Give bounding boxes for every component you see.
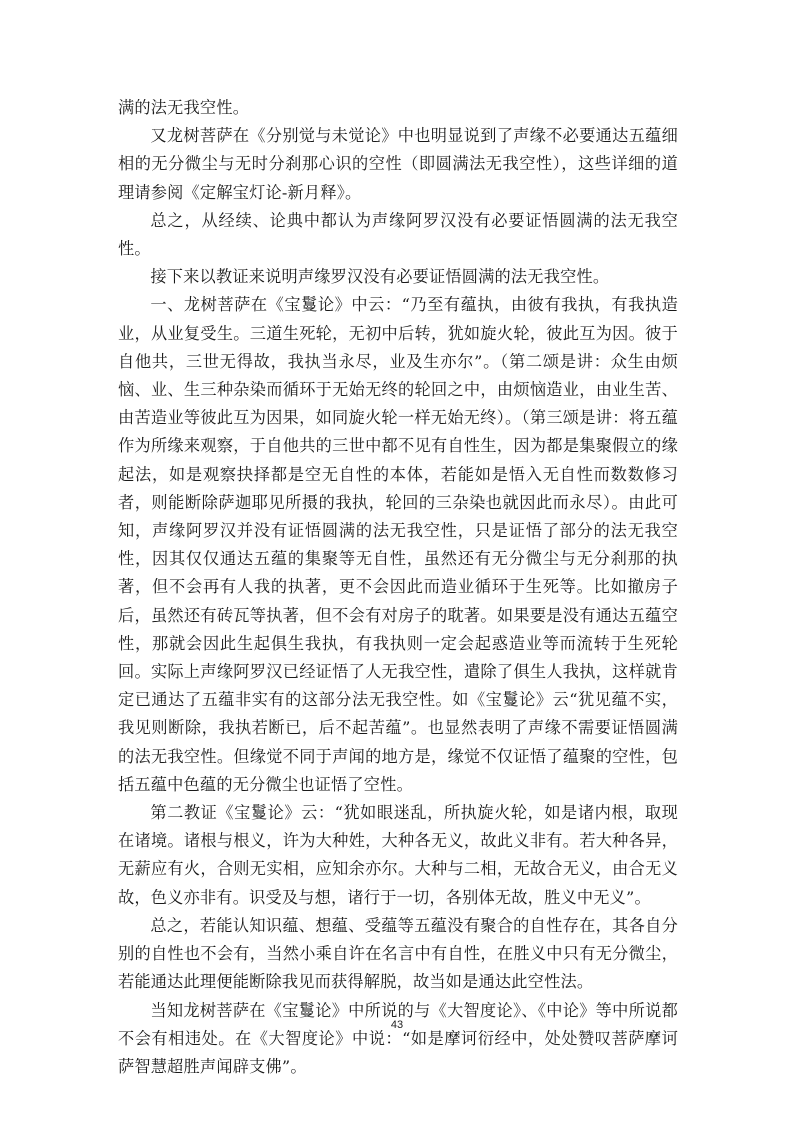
paragraph-nagarjuna-treatise: 又龙树菩萨在《分别觉与未觉论》中也明显说到了声缘不必要通达五蕴细相的无分微尘与无时分刹那心识的空性（即圆满法无我空性），这些详细的道理请参阅《定解宝灯论-新月释》。 <box>118 126 678 202</box>
paragraph-first-citation: 一、龙树菩萨在《宝鬘论》中云：“乃至有蕴执，由彼有我执，有我执造业，从业复受生。三道生死轮，无初中后转，犹如旋火轮，彼此互为因。彼于自他共，三世无得故，我执当永尽，业及生亦尔”。（第二颂是讲：众生由烦恼、业、生三种杂染而循环于无始无终的轮回之中，由烦恼造业，由业生苦、由苦造业等彼此互为因果，如同旋火轮一样无始无终）。（第三颂是讲：将五蕴作为所缘来观察，于自他共的三世中都不见有自性生，因为都是集聚假立的缘起法，如是观察抉择都是空无自性的本体，若能如是悟入无自性而数数修习者，则能断除萨迦耶见所摄的我执，轮回的三杂染也就因此而永尽）。由此可知，声缘阿罗汉并没有证悟圆满的法无我空性，只是证悟了部分的法无我空性，因其仅仅通达五蕴的集聚等无自性，虽然还有无分微尘与无分刹那的执著，但不会再有人我的执著，更不会因此而造业循环于生死等。比如撤房子后，虽然还有砖瓦等执著，但不会有对房子的耽著。如果要是没有通达五蕴空性，那就会因此生起俱生我执，有我执则一定会起惑造业等而流转于生死轮回。实际上声缘阿罗汉已经证悟了人无我空性，遣除了俱生人我执，这样就肯定已通达了五蕴非实有的这部分法无我空性。如《宝鬘论》云“犹见蕴不实，我见则断除，我执若断已，后不起苦蕴”。也显然表明了声缘不需要证悟圆满的法无我空性。但缘觉不同于声闻的地方是，缘觉不仅证悟了蕴聚的空性，包括五蕴中色蕴的无分微尘也证悟了空性。 <box>118 295 678 794</box>
page-number: 43 <box>390 1019 404 1031</box>
paragraph-summary-1: 总之，从经续、论典中都认为声缘阿罗汉没有必要证悟圆满的法无我空性。 <box>118 210 678 259</box>
page-body <box>118 94 678 1081</box>
paragraph-second-citation: 第二教证《宝鬘论》云：“犹如眼迷乱，所执旋火轮，如是诸内根，取现在诸境。诸根与根义，许为大种姓，大种各无义，故此义非有。若大种各异，无薪应有火，合则无实相，应知余亦尔。大种与二相，无故合无义，由合无义故，色义亦非有。识受及与想，诸行于一切，各别体无故，胜义中无义”。 <box>118 803 678 907</box>
paragraph-summary-2: 总之，若能认知识蕴、想蕴、受蕴等五蕴没有聚合的自性存在，其各自分别的自性也不会有，当然小乘自许在名言中有自性，在胜义中只有无分微尘，若能通达此理便能断除我见而获得解脱，故当如是通达此空性法。 <box>118 915 678 992</box>
paragraph-consistency: 当知龙树菩萨在《宝鬘论》中所说的与《大智度论》、《中论》等中所说都不会有相违处。在《大智度论》中说：“如是摩诃衍经中，处处赞叹菩萨摩诃萨智慧超胜声闻辟支佛”。 <box>118 1000 678 1076</box>
paragraph-continuation: 满的法无我空性。 <box>118 98 250 117</box>
paragraph-intro-scripture: 接下来以教证来说明声缘罗汉没有必要证悟圆满的法无我空性。 <box>150 267 610 287</box>
